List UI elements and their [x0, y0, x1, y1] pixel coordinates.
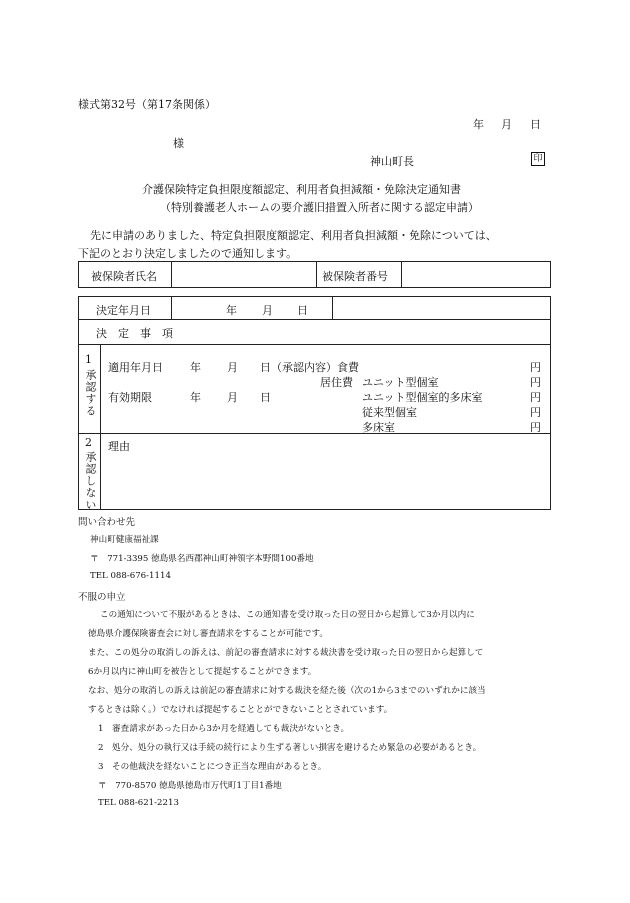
appeal-paragraph-1a: この通知について不服があるときは、この通知書を受け取った日の翌日から起算して3か月以内に	[100, 610, 475, 620]
divider	[332, 296, 333, 319]
validity-month-label: 月	[227, 391, 238, 404]
divider	[78, 433, 551, 434]
seal-mark: 印	[531, 152, 545, 166]
appeal-paragraph-3b: するときは除く。）でなければ提起することとができないこととされています。	[88, 705, 393, 715]
decision-date-label: 決定年月日	[96, 304, 151, 317]
reject-number: 2	[85, 436, 92, 449]
residence-cost-label: 居住費	[320, 376, 353, 389]
issuer-name: 神山町長	[370, 155, 414, 168]
divider	[171, 296, 172, 319]
divider	[100, 344, 101, 510]
divider	[316, 261, 317, 288]
apply-month-label: 月	[227, 361, 238, 374]
approve-number: 1	[85, 353, 92, 366]
apply-year-label: 年	[190, 361, 201, 374]
yen-unit: 円	[530, 391, 541, 404]
decision-year-label: 年	[226, 304, 237, 317]
room-type-unit-semi-private: ユニット型個室的多床室	[362, 391, 483, 404]
decision-day-label: 日	[297, 304, 308, 317]
form-number: 様式第32号（第17条関係）	[78, 98, 216, 111]
approve-label: 承認する	[84, 369, 97, 417]
appeal-item-1: 1 審査請求があった日から3か月を経過しても裁決がないとき。	[98, 724, 350, 734]
room-type-conventional-private: 従来型個室	[362, 406, 417, 419]
divider	[401, 261, 402, 288]
contact-address: 〒 771-3395 徳島県名西郡神山町神領字本野間100番地	[90, 554, 314, 564]
insured-number-label: 被保険者番号	[322, 270, 388, 283]
divider	[171, 261, 172, 288]
appeal-paragraph-2b: 6か月以内に神山町を被告として提起することができます。	[88, 667, 317, 677]
intro-line-1: 先に申請のありました、特定負担限度額認定、利用者負担減額・免除については、	[90, 229, 497, 242]
appeal-address: 〒 770-8570 徳島県徳島市万代町1丁目1番地	[98, 781, 282, 791]
apply-date-label: 適用年月日	[108, 361, 163, 374]
appeal-paragraph-3a: なお、処分の取消しの訴えは前記の審査請求に対する裁決を経た後（次の1から3までのいずれかに該当	[88, 686, 486, 696]
yen-unit: 円	[530, 376, 541, 389]
appeal-item-3: 3 その他裁決を経ないことにつき正当な理由があるとき。	[98, 762, 327, 772]
contact-tel: TEL 088-676-1114	[90, 571, 171, 581]
appeal-tel: TEL 088-621-2213	[98, 798, 179, 808]
addressee-suffix: 様	[173, 137, 184, 150]
appeal-heading: 不服の申立	[78, 592, 126, 603]
divider	[78, 344, 551, 345]
divider	[78, 319, 551, 320]
contact-office: 神山町健康福祉課	[90, 535, 159, 545]
room-type-unit-private: ユニット型個室	[362, 376, 439, 389]
date-day-label: 日	[530, 118, 541, 131]
insured-name-label: 被保険者氏名	[91, 270, 157, 283]
intro-line-2: 下記のとおり決定しましたので通知します。	[78, 247, 298, 260]
appeal-paragraph-1b: 徳島県介護保険審査会に対し審査請求をすることが可能です。	[88, 629, 328, 639]
room-type-multi-bed: 多床室	[362, 421, 395, 434]
decision-month-label: 月	[262, 304, 273, 317]
validity-label: 有効期限	[108, 391, 152, 404]
yen-unit: 円	[530, 421, 541, 434]
reject-label: 承認しない	[84, 451, 97, 511]
date-month-label: 月	[501, 118, 512, 131]
appeal-item-2: 2 処分、処分の執行又は手続の続行により生ずる著しい損害を避けるため緊急の必要があるとき。	[98, 743, 482, 753]
document-title: 介護保険特定負担限度額認定、利用者負担減額・免除決定通知書	[142, 183, 461, 196]
validity-day-label: 日	[260, 391, 271, 404]
date-year-label: 年	[473, 118, 484, 131]
appeal-paragraph-2a: また、この処分の取消しの訴えは、前記の審査請求に対する裁決書を受け取った日の翌日から起算して	[88, 648, 484, 658]
reject-reason-label: 理由	[108, 440, 130, 453]
document-subtitle: （特別養護老人ホームの要介護旧措置入所者に関する認定申請）	[160, 201, 479, 214]
decision-items-label: 決 定 事 項	[96, 327, 173, 340]
approval-content-label: 日（承認内容）食費	[260, 361, 359, 374]
yen-unit: 円	[530, 361, 541, 374]
validity-year-label: 年	[190, 391, 201, 404]
contact-heading: 問い合わせ先	[78, 517, 136, 528]
yen-unit: 円	[530, 406, 541, 419]
